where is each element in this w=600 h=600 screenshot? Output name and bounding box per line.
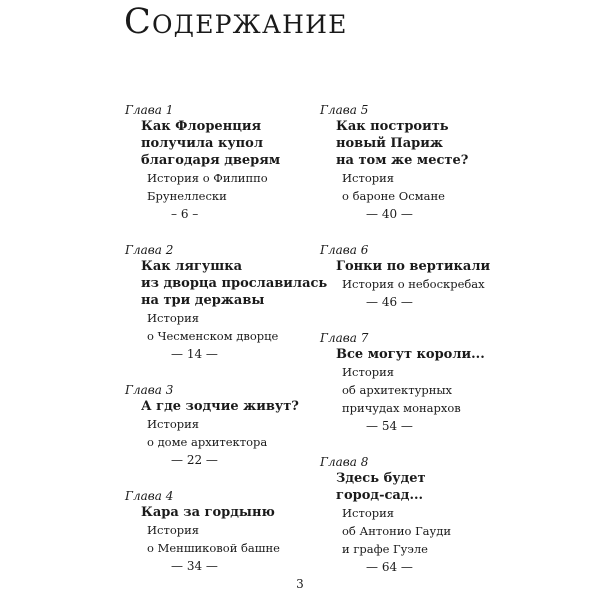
chapter-subtitle-line: об Антонио Гауди <box>342 524 452 538</box>
chapter-subtitle-line: История <box>342 506 395 520</box>
chapter-title-line: Здесь будет <box>336 471 426 486</box>
chapter-subtitle-line: о бароне Османе <box>342 189 445 203</box>
chapter-page-number: – 6 – <box>171 207 199 221</box>
chapter-title-line: Как построить <box>336 119 449 134</box>
chapter-subtitle-line: Брунеллески <box>147 189 227 203</box>
chapter-page-number: — 54 — <box>366 419 413 433</box>
chapter-label: Глава 7 <box>320 331 369 345</box>
chapter-subtitle-line: История о Филиппо <box>147 171 268 185</box>
chapter-title <box>141 118 309 169</box>
chapter-label: Глава 3 <box>125 383 174 397</box>
chapter-title-line: новый Париж <box>336 136 443 151</box>
chapter-subtitle-line: о Чесменском дворце <box>147 329 279 343</box>
chapter-title-line: получила купол <box>141 136 264 151</box>
toc-entry <box>123 488 309 575</box>
chapter-subtitle <box>147 169 309 205</box>
chapter-subtitle-line: о Меншиковой башне <box>147 541 280 555</box>
chapter-subtitle <box>147 415 309 451</box>
toc-entry <box>123 382 309 469</box>
toc-entry <box>318 242 491 311</box>
chapter-subtitle-line: История <box>147 417 200 431</box>
chapter-page-number: — 34 — <box>171 559 218 573</box>
chapter-title <box>336 258 491 275</box>
chapter-page-number: — 46 — <box>366 295 413 309</box>
chapter-title <box>336 470 488 504</box>
chapter-subtitle-line: об архитектурных <box>342 383 453 397</box>
chapter-label: Глава 1 <box>125 103 174 117</box>
toc-column-left <box>123 102 328 594</box>
chapter-page-number: — 40 — <box>366 207 413 221</box>
chapter-label: Глава 2 <box>125 243 174 257</box>
chapter-label: Глава 6 <box>320 243 369 257</box>
page-title: Содержание <box>124 2 348 42</box>
chapter-title-line: Гонки по вертикали <box>336 259 491 274</box>
chapter-title <box>336 118 488 169</box>
toc-entry <box>318 102 488 223</box>
chapter-subtitle-line: История <box>342 365 395 379</box>
chapter-title-line: город-сад... <box>336 488 424 503</box>
chapter-title-line: Все могут короли... <box>336 347 485 362</box>
chapter-title-line: А где зодчие живут? <box>141 399 299 414</box>
toc-entry <box>123 242 328 363</box>
chapter-subtitle <box>342 275 488 293</box>
chapter-label: Глава 5 <box>320 103 369 117</box>
chapter-title-line: благодаря дверям <box>141 153 281 168</box>
chapter-title <box>141 258 328 309</box>
chapter-page-number: — 14 — <box>171 347 218 361</box>
chapter-title-line: на три державы <box>141 293 265 308</box>
toc-entry <box>123 102 309 223</box>
chapter-subtitle-line: и графе Гуэле <box>342 542 428 556</box>
page-number: 3 <box>296 577 304 591</box>
chapter-subtitle <box>147 521 309 557</box>
chapter-title-line: из дворца прославилась <box>141 276 328 291</box>
chapter-label: Глава 8 <box>320 455 369 469</box>
chapter-subtitle <box>342 363 488 417</box>
toc-entry <box>318 454 488 576</box>
chapter-page-number: — 64 — <box>366 560 413 574</box>
chapter-page-number: — 22 — <box>171 453 218 467</box>
chapter-title-line: на том же месте? <box>336 153 469 168</box>
chapter-subtitle <box>342 169 488 205</box>
chapter-title <box>336 346 488 363</box>
chapter-title-line: Как лягушка <box>141 259 243 274</box>
chapter-subtitle-line: История <box>147 523 200 537</box>
toc-column-right <box>318 102 491 595</box>
toc-entry <box>318 330 488 435</box>
chapter-title <box>141 504 309 521</box>
chapter-label: Глава 4 <box>125 489 174 503</box>
chapter-subtitle-line: о доме архитектора <box>147 435 268 449</box>
chapter-subtitle-line: причудах монархов <box>342 401 461 415</box>
chapter-title <box>141 398 309 415</box>
chapter-subtitle-line: История <box>147 311 200 325</box>
chapter-title-line: Кара за гордыню <box>141 505 275 520</box>
chapter-subtitle-line: История о небоскребах <box>342 277 485 291</box>
chapter-title-line: Как Флоренция <box>141 119 262 134</box>
chapter-subtitle <box>147 309 309 345</box>
chapter-subtitle-line: История <box>342 171 395 185</box>
chapter-subtitle <box>342 504 488 558</box>
